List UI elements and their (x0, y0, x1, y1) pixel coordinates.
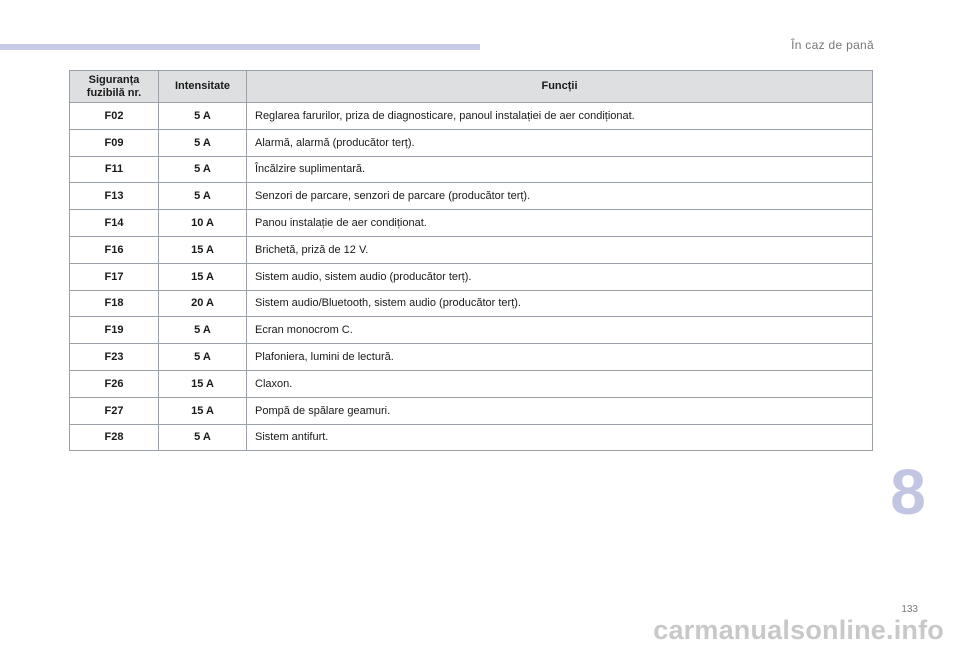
fuse-function-cell: Brichetă, priză de 12 V. (247, 236, 873, 263)
fuse-function-cell: Încălzire suplimentară. (247, 156, 873, 183)
fuse-number-cell: F13 (70, 183, 159, 210)
fuse-function-cell: Panou instalație de aer condiționat. (247, 210, 873, 237)
page-number: 133 (901, 604, 918, 615)
table-row (70, 156, 873, 183)
fuse-amperage-cell: 15 A (159, 263, 247, 290)
fuse-function-cell: Claxon. (247, 370, 873, 397)
fuse-number-cell: F19 (70, 317, 159, 344)
column-header-function: Funcții (247, 71, 873, 103)
fuse-amperage-cell: 20 A (159, 290, 247, 317)
fuse-number-cell: F16 (70, 236, 159, 263)
fuse-number-cell: F27 (70, 397, 159, 424)
fuse-number-cell: F28 (70, 424, 159, 451)
column-header-amperage: Intensitate (159, 71, 247, 103)
table-row (70, 344, 873, 371)
watermark-text: carmanualsonline.info (653, 615, 944, 645)
table-row (70, 370, 873, 397)
header-accent-bar (0, 44, 480, 50)
fuse-number-cell: F18 (70, 290, 159, 317)
table-row (70, 263, 873, 290)
fuse-amperage-cell: 5 A (159, 424, 247, 451)
fuse-number-cell: F26 (70, 370, 159, 397)
table-row (70, 210, 873, 237)
table-row (70, 183, 873, 210)
fuse-amperage-cell: 5 A (159, 129, 247, 156)
fuse-function-cell: Sistem audio, sistem audio (producător terț). (247, 263, 873, 290)
fuse-amperage-cell: 5 A (159, 344, 247, 371)
fuse-function-cell: Plafoniera, lumini de lectură. (247, 344, 873, 371)
fuse-function-cell: Ecran monocrom C. (247, 317, 873, 344)
fuse-amperage-cell: 5 A (159, 183, 247, 210)
fuse-amperage-cell: 15 A (159, 236, 247, 263)
fuse-function-cell: Pompă de spălare geamuri. (247, 397, 873, 424)
fuse-amperage-cell: 5 A (159, 103, 247, 130)
table-row (70, 103, 873, 130)
fuse-number-cell: F17 (70, 263, 159, 290)
fuse-number-cell: F11 (70, 156, 159, 183)
section-title: În caz de pană (791, 38, 874, 52)
fuse-amperage-cell: 5 A (159, 317, 247, 344)
fuse-amperage-cell: 15 A (159, 397, 247, 424)
column-header-number: Siguranța fuzibilă nr. (70, 71, 159, 103)
fuse-function-cell: Reglarea farurilor, priza de diagnosticare, panoul instalației de aer condiționat. (247, 103, 873, 130)
table-row (70, 290, 873, 317)
fuse-amperage-cell: 10 A (159, 210, 247, 237)
table-row (70, 397, 873, 424)
fuse-function-cell: Sistem audio/Bluetooth, sistem audio (producător terț). (247, 290, 873, 317)
table-row (70, 317, 873, 344)
table-row (70, 236, 873, 263)
fuse-number-cell: F23 (70, 344, 159, 371)
fuse-table (69, 70, 873, 451)
chapter-number: 8 (890, 456, 926, 528)
fuse-function-cell: Sistem antifurt. (247, 424, 873, 451)
table-row (70, 129, 873, 156)
fuse-amperage-cell: 5 A (159, 156, 247, 183)
fuse-number-cell: F09 (70, 129, 159, 156)
fuse-number-cell: F02 (70, 103, 159, 130)
table-row (70, 424, 873, 451)
fuse-number-cell: F14 (70, 210, 159, 237)
fuse-function-cell: Alarmă, alarmă (producător terț). (247, 129, 873, 156)
fuse-function-cell: Senzori de parcare, senzori de parcare (producător terț). (247, 183, 873, 210)
table-header-row (70, 71, 873, 103)
fuse-amperage-cell: 15 A (159, 370, 247, 397)
